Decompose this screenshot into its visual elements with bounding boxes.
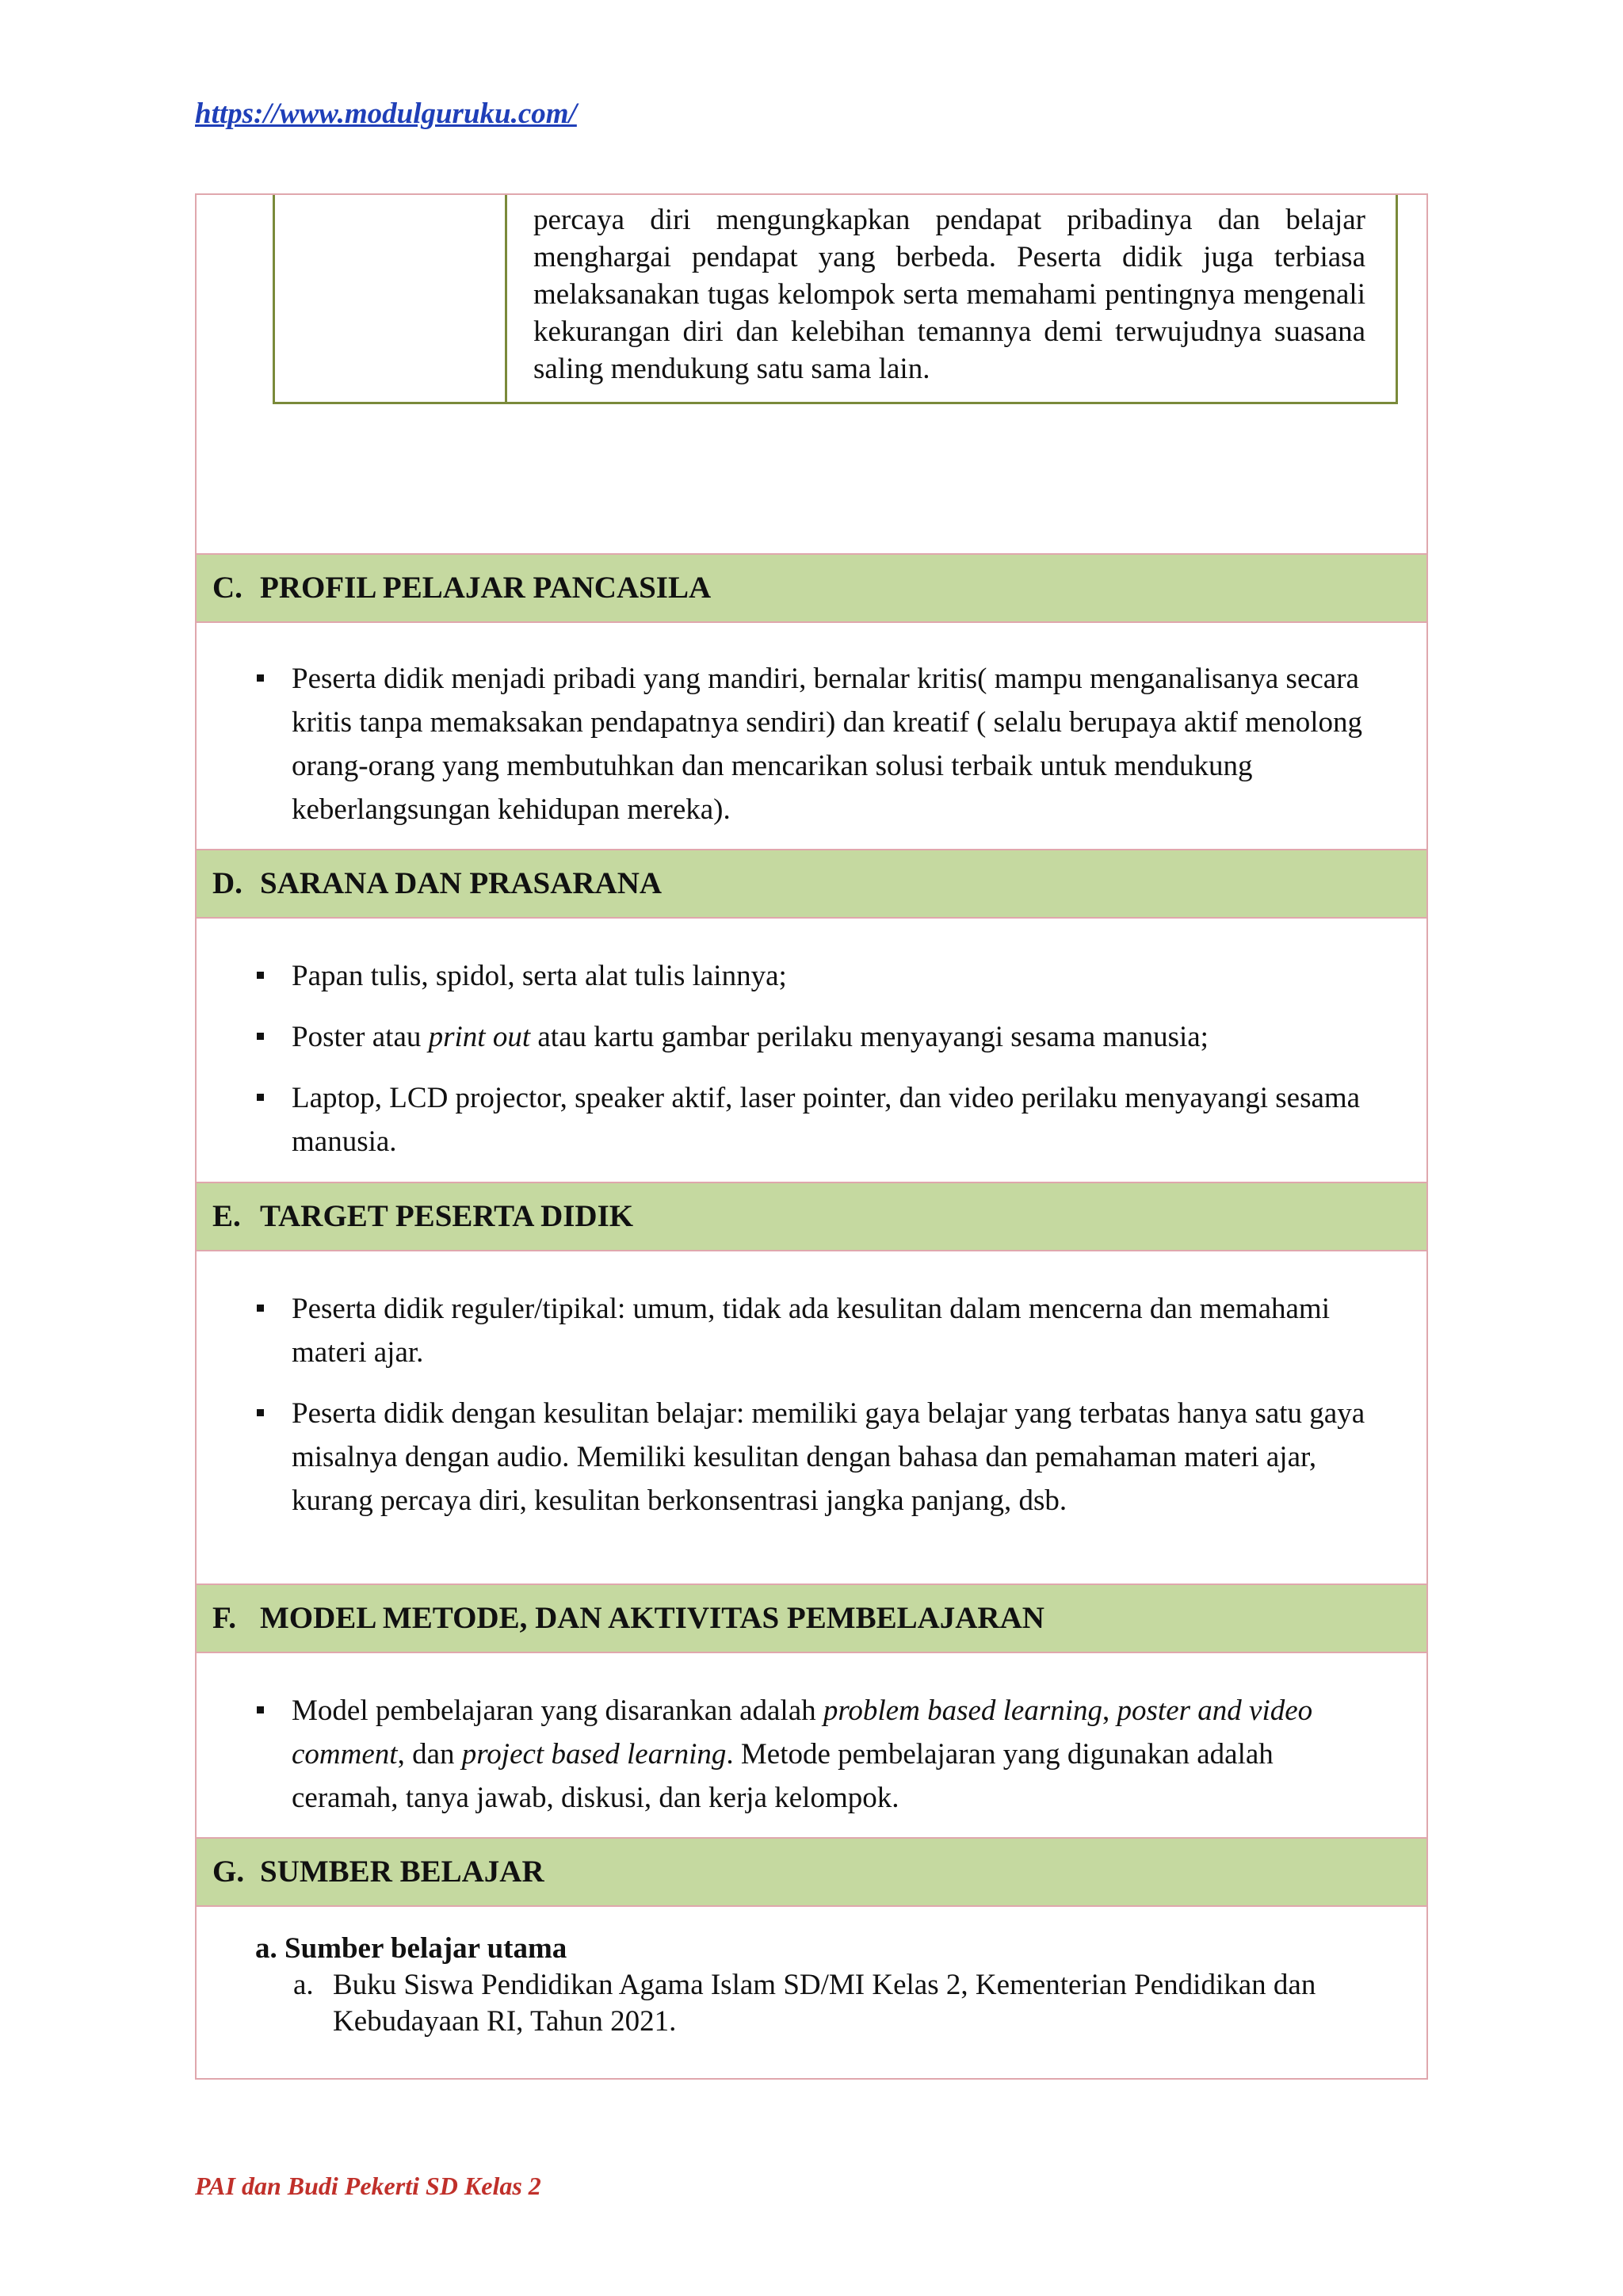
section-e-letter: E. (212, 1199, 241, 1233)
list-item: Peserta didik reguler/tipikal: umum, tidak ada kesulitan dalam mencerna dan memahami materi ajar. (197, 1287, 1385, 1374)
list-item: Papan tulis, spidol, serta alat tulis lainnya; (197, 954, 1385, 998)
section-c-list (197, 657, 1385, 831)
section-f-header (197, 1584, 1426, 1653)
section-e-list (197, 1287, 1385, 1522)
section-d-header (197, 849, 1426, 919)
list-item-number: a. (293, 1969, 314, 2001)
sumber-belajar-subtitle: a. Sumber belajar utama (255, 1932, 567, 1965)
content-frame (195, 193, 1428, 2080)
section-d-letter: D. (212, 866, 242, 900)
list-item: Model pembelajaran yang disarankan adalah problem based learning, poster and video comment, dan project based learning. Metode pembelajaran yang digunakan adalah ceramah, tanya jawab, diskusi, dan kerja kelompok. (197, 1689, 1385, 1820)
table-column-divider (505, 195, 507, 402)
section-f-title: MODEL METODE, DAN AKTIVITAS PEMBELAJARAN (260, 1601, 1044, 1635)
inner-table-continuation (273, 195, 1398, 404)
list-item: Poster atau print out atau kartu gambar perilaku menyayangi sesama manusia; (197, 1015, 1385, 1059)
footer-text: PAI dan Budi Pekerti SD Kelas 2 (195, 2172, 541, 2200)
section-c-header (197, 553, 1426, 623)
section-d-title: SARANA DAN PRASARANA (260, 866, 663, 900)
list-item: Laptop, LCD projector, speaker aktif, laser pointer, dan video perilaku menyayangi sesama manusia. (197, 1076, 1385, 1163)
section-e-header (197, 1182, 1426, 1251)
inner-table-text: percaya diri mengungkapkan pendapat pribadinya dan belajar menghargai pendapat yang berbeda. Peserta didik juga terbiasa melaksanakan tugas kelompok serta memahami pentingnya mengenali kekurangan diri dan kelebihan temannya demi terwujudnya suasana saling mendukung satu sama lain. (533, 204, 1365, 385)
bullet-square-icon (257, 1409, 264, 1416)
section-f-list (197, 1689, 1385, 1820)
section-f-letter: F. (212, 1601, 236, 1635)
list-item-text: Buku Siswa Pendidikan Agama Islam SD/MI Kelas 2, Kementerian Pendidikan dan Kebudayaan RI, Tahun 2021. (333, 1969, 1316, 2038)
list-item (293, 1967, 1403, 2040)
section-d-list (197, 954, 1385, 1163)
section-c-letter: C. (212, 571, 242, 605)
section-c-title: PROFIL PELAJAR PANCASILA (260, 571, 712, 605)
bullet-square-icon (257, 1094, 264, 1101)
section-g-title: SUMBER BELAJAR (260, 1855, 544, 1889)
list-item: Peserta didik dengan kesulitan belajar: memiliki gaya belajar yang terbatas hanya satu gaya misalnya dengan audio. Memiliki kesulitan dengan bahasa dan pemahaman materi ajar, kurang percaya diri, kesulitan berkonsentrasi jangka panjang, dsb. (197, 1392, 1385, 1522)
bullet-square-icon (257, 674, 264, 682)
section-g-header (197, 1837, 1426, 1907)
list-item: Peserta didik menjadi pribadi yang mandiri, bernalar kritis( mampu menganalisanya secara kritis tanpa memaksakan pendapatnya sendiri) dan kreatif ( selalu berupaya aktif menolong orang-orang yang membutuhkan dan mencarikan solusi terbaik untuk mendukung keberlangsungan kehidupan mereka). (197, 657, 1385, 831)
bullet-square-icon (257, 1706, 264, 1713)
bullet-square-icon (257, 972, 264, 979)
bullet-square-icon (257, 1305, 264, 1312)
section-e-title: TARGET PESERTA DIDIK (260, 1199, 634, 1233)
header-url-link[interactable]: https://www.modulguruku.com/ (195, 97, 577, 130)
section-g-letter: G. (212, 1855, 245, 1889)
bullet-square-icon (257, 1033, 264, 1040)
